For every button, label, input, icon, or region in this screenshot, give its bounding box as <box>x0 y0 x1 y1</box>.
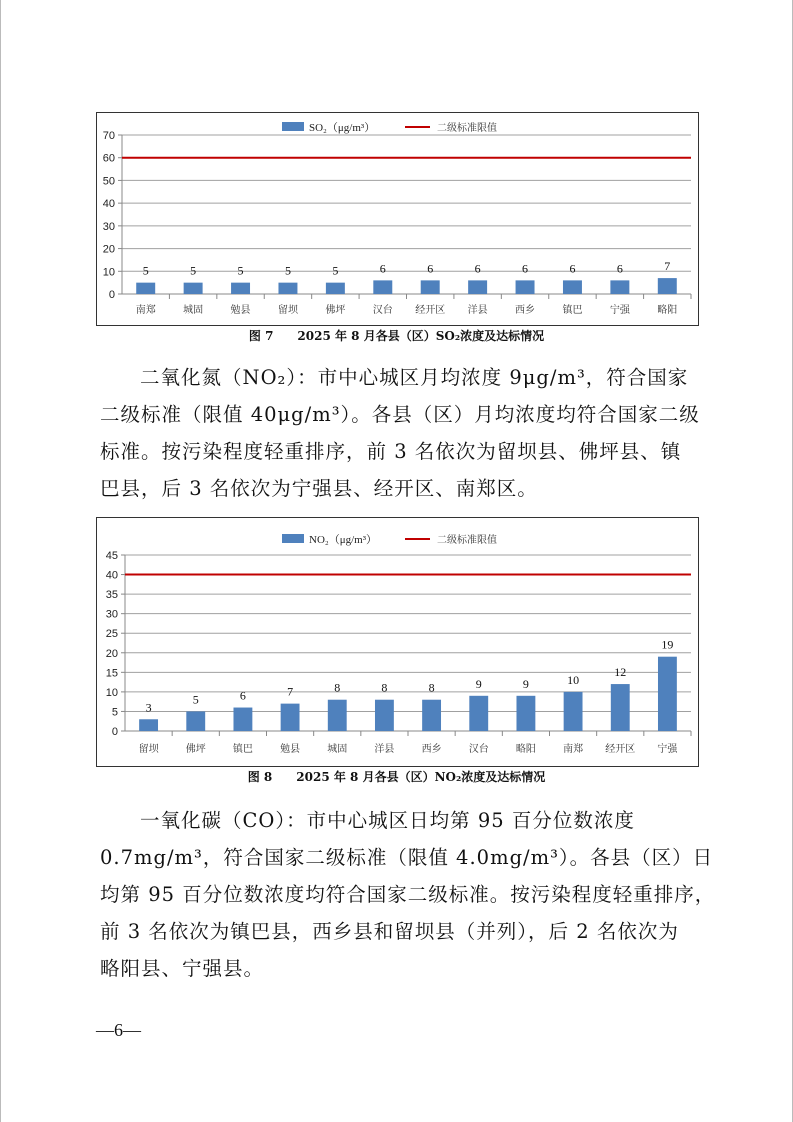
legend-standard-line-label: 二级标准限值 <box>437 123 497 134</box>
page-edge-left <box>0 0 1 1122</box>
data-label: 3 <box>145 700 152 715</box>
data-label: 5 <box>284 263 291 278</box>
data-label: 6 <box>569 261 576 276</box>
data-label: 8 <box>428 680 435 695</box>
category-label: 略阳 <box>657 305 678 316</box>
bar <box>563 280 582 294</box>
category-label: 汉台 <box>468 744 489 755</box>
bar <box>422 700 441 731</box>
data-label: 5 <box>190 263 197 278</box>
paragraph-line: 前 3 名依次为镇巴县，西乡县和留坝县（并列），后 2 名依次为 <box>100 920 679 943</box>
category-label: 佛坪 <box>325 305 346 316</box>
bar <box>375 700 394 731</box>
bar <box>658 278 677 294</box>
y-tick-label: 20 <box>105 647 118 660</box>
bar <box>564 692 583 731</box>
category-label: 汉台 <box>372 305 393 316</box>
bar <box>658 657 677 731</box>
paragraph-line: 二级标准（限值 40μg/m³）。各县（区）月均浓度均符合国家二级 <box>100 403 700 426</box>
bar <box>281 704 300 731</box>
data-label: 8 <box>334 680 341 695</box>
legend-bar-label: NO₂（μg/m³） <box>309 534 378 546</box>
bar <box>373 280 392 294</box>
no2-caption-number: 图 8 <box>247 770 273 784</box>
category-label: 勉县 <box>280 744 301 755</box>
so2-caption-number: 图 7 <box>248 329 274 343</box>
paragraph-line: 二氧化氮（NO₂）：市中心城区月均浓度 9μg/m³，符合国家 <box>140 366 689 389</box>
category-label: 镇巴 <box>232 744 253 755</box>
category-label: 城固 <box>183 305 204 316</box>
y-tick-label: 5 <box>111 706 118 719</box>
bar <box>139 719 158 731</box>
legend-bar-swatch <box>282 534 304 543</box>
category-label: 洋县 <box>374 744 395 755</box>
bar <box>231 283 250 294</box>
bar <box>136 283 155 294</box>
so2-chart <box>96 112 699 326</box>
paragraph-line: 略阳县、宁强县。 <box>100 957 265 980</box>
legend-standard-line-label: 二级标准限值 <box>437 535 497 546</box>
bar <box>611 684 630 731</box>
bar <box>516 696 535 731</box>
y-tick-label: 25 <box>105 628 118 641</box>
bar <box>184 283 203 294</box>
data-label: 7 <box>287 684 294 699</box>
paragraph-line: 巴县，后 3 名依次为宁强县、经开区、南郑区。 <box>100 477 538 500</box>
data-label: 19 <box>661 637 674 652</box>
category-label: 宁强 <box>657 744 678 755</box>
data-label: 7 <box>664 259 671 274</box>
category-label: 西乡 <box>421 744 442 755</box>
bar <box>233 708 252 731</box>
data-label: 12 <box>614 665 627 680</box>
no2-paragraph <box>100 359 700 507</box>
bar <box>610 280 629 294</box>
category-label: 勉县 <box>230 305 251 316</box>
so2-caption-text: 2025 年 8 月各县（区）SO₂浓度及达标情况 <box>297 329 545 343</box>
category-label: 西乡 <box>515 305 536 316</box>
so2-chart-caption <box>0 327 793 344</box>
data-label: 5 <box>332 263 339 278</box>
bar <box>469 696 488 731</box>
data-label: 6 <box>616 261 623 276</box>
bar <box>278 283 297 294</box>
y-tick-label: 30 <box>102 220 115 233</box>
data-label: 5 <box>237 263 244 278</box>
category-label: 镇巴 <box>562 305 583 316</box>
y-tick-label: 0 <box>108 289 115 301</box>
y-tick-label: 15 <box>105 667 118 680</box>
bar <box>326 283 345 294</box>
data-label: 6 <box>474 261 481 276</box>
legend-bar-label: SO₂（μg/m³） <box>309 122 376 134</box>
bar <box>186 711 205 731</box>
y-tick-label: 40 <box>105 569 118 582</box>
data-label: 10 <box>567 672 580 687</box>
legend-bar-swatch <box>282 122 304 131</box>
data-label: 5 <box>142 263 149 278</box>
data-label: 9 <box>522 676 529 691</box>
page-number: —6— <box>96 1020 141 1040</box>
category-label: 留坝 <box>277 305 298 316</box>
y-tick-label: 35 <box>105 589 118 602</box>
y-tick-label: 0 <box>111 726 118 738</box>
no2-chart <box>96 517 699 767</box>
paragraph-line: 0.7mg/m³，符合国家二级标准（限值 4.0mg/m³）。各县（区）日 <box>100 846 714 869</box>
category-label: 留坝 <box>138 744 159 755</box>
data-label: 6 <box>522 261 529 276</box>
y-tick-label: 50 <box>102 175 115 188</box>
y-tick-label: 30 <box>105 608 118 621</box>
no2-chart-caption <box>0 768 793 785</box>
category-label: 经开区 <box>415 305 446 316</box>
y-tick-label: 10 <box>105 686 118 699</box>
bar <box>468 280 487 294</box>
category-label: 南郑 <box>563 744 584 755</box>
co-paragraph <box>100 802 716 987</box>
paragraph-line: 一氧化碳（CO）：市中心城区日均第 95 百分位数浓度 <box>140 809 635 832</box>
category-label: 经开区 <box>605 744 636 755</box>
paragraph-line: 均第 95 百分位数浓度均符合国家二级标准。按污染程度轻重排序， <box>100 883 716 906</box>
so2-chart-svg <box>97 113 697 324</box>
category-label: 洋县 <box>467 305 488 316</box>
bar <box>328 700 347 731</box>
data-label: 5 <box>192 692 199 707</box>
no2-caption-text: 2025 年 8 月各县（区）NO₂浓度及达标情况 <box>296 770 546 784</box>
data-label: 8 <box>381 680 388 695</box>
category-label: 南郑 <box>135 305 156 316</box>
y-tick-label: 40 <box>102 198 115 211</box>
paragraph-line: 标准。按污染程度轻重排序，前 3 名依次为留坝县、佛坪县、镇 <box>100 440 682 463</box>
data-label: 6 <box>379 261 386 276</box>
y-tick-label: 60 <box>102 152 115 165</box>
y-tick-label: 20 <box>102 243 115 256</box>
data-label: 6 <box>427 261 434 276</box>
y-tick-label: 10 <box>102 266 115 279</box>
bar <box>516 280 535 294</box>
category-label: 城固 <box>327 744 348 755</box>
no2-chart-svg <box>97 518 697 765</box>
data-label: 9 <box>475 676 482 691</box>
y-tick-label: 45 <box>105 550 118 562</box>
data-label: 6 <box>239 688 246 703</box>
y-tick-label: 70 <box>102 130 115 142</box>
bar <box>421 280 440 294</box>
category-label: 略阳 <box>515 744 536 755</box>
category-label: 宁强 <box>609 305 630 316</box>
category-label: 佛坪 <box>185 744 206 755</box>
